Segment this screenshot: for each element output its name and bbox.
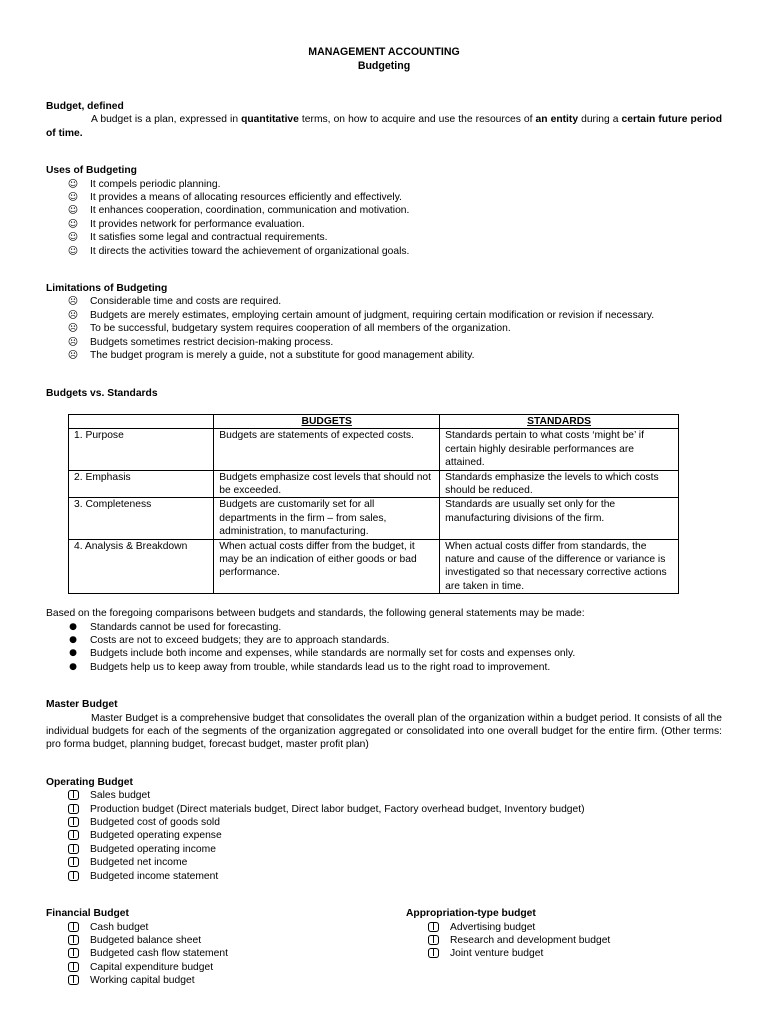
list-item (66, 803, 722, 816)
list-item-text: Joint venture budget (450, 948, 544, 960)
budgets-vs-standards-table (68, 414, 679, 594)
list-item-text: Standards cannot be used for forecasting. (90, 621, 282, 633)
list-item (66, 191, 722, 204)
book-icon (66, 974, 80, 987)
list-item (66, 322, 722, 335)
frown-icon: ☹ (67, 350, 79, 362)
list-item-text: Budgeted cost of goods sold (90, 817, 220, 829)
list-item-text: Research and development budget (450, 934, 611, 946)
dot-bullet-icon: ● (69, 661, 77, 672)
list-item (426, 947, 716, 960)
table-row (69, 498, 679, 539)
bold-text-run: an entity (535, 114, 579, 126)
financial-budget-column (46, 883, 406, 987)
list-item-text: Budgeted cash flow statement (90, 948, 228, 960)
table-cell-label: 3. Completeness (69, 498, 214, 539)
table-cell-budgets: Budgets are customarily set for all departments in the firm – from sales, administration, to manufacturing. (214, 498, 440, 539)
table-row (69, 539, 679, 594)
appropriation-budget-column (406, 883, 716, 987)
table-cell-standards: Standards are usually set only for the manufacturing divisions of the firm. (440, 498, 679, 539)
list-item-text: Budgets include both income and expenses, while standards are normally set for costs and expenses only. (90, 648, 576, 660)
list-item-text: Budgeted operating expense (90, 830, 222, 842)
list-item (66, 961, 406, 974)
list-item-text: The budget program is merely a guide, not a substitute for good management ability. (90, 350, 475, 362)
section-heading-uses: Uses of Budgeting (46, 165, 137, 177)
list-item-text: Advertising budget (450, 921, 536, 933)
text-run: during a (578, 114, 622, 126)
list-item-text: Budgets are merely estimates, employing certain amount of judgment, requiring certain modification or revision if necessary. (90, 309, 655, 321)
table-row (69, 470, 679, 498)
list-item (66, 336, 722, 349)
smiley-icon: ☺ (67, 178, 79, 190)
list-item-text: Budgeted balance sheet (90, 934, 202, 946)
book-icon (66, 856, 80, 869)
list-item (66, 647, 722, 660)
section-heading-appropriation-budget: Appropriation-type budget (406, 908, 536, 920)
table-cell-standards: Standards pertain to what costs ‘might be’ if certain highly desirable performances are attained. (440, 429, 679, 470)
section-heading-operating-budget: Operating Budget (46, 776, 133, 788)
list-item (66, 829, 722, 842)
list-item-text: Cash budget (90, 921, 149, 933)
list-item (66, 178, 722, 191)
table-cell-budgets: Budgets emphasize cost levels that should not be exceeded. (214, 470, 440, 498)
dot-bullet-icon: ● (69, 621, 77, 632)
smiley-icon: ☺ (67, 232, 79, 244)
section-heading-master-budget: Master Budget (46, 699, 118, 711)
section-heading-financial-budget: Financial Budget (46, 908, 129, 920)
list-item-text: Production budget (Direct materials budget, Direct labor budget, Factory overhead budget, Inventory budget) (90, 803, 585, 815)
book-icon (66, 789, 80, 802)
table-cell-label: 4. Analysis & Breakdown (69, 539, 214, 594)
list-item-text: It compels periodic planning. (90, 178, 221, 190)
list-item-text: It directs the activities toward the achievement of organizational goals. (90, 245, 410, 257)
budget-definition-paragraph (46, 113, 722, 140)
list-item-text: It enhances cooperation, coordination, communication and motivation. (90, 205, 410, 217)
uses-list (46, 178, 722, 258)
list-item-text: Costs are not to exceed budgets; they are to approach standards. (90, 635, 390, 646)
book-icon (66, 843, 80, 856)
book-icon (66, 816, 80, 829)
list-item-text: Budgets sometimes restrict decision-making process. (90, 336, 334, 348)
section-heading-limitations: Limitations of Budgeting (46, 283, 168, 295)
list-item (66, 309, 722, 322)
list-item (66, 204, 722, 217)
book-icon (426, 934, 440, 947)
book-icon (426, 947, 440, 960)
document-title: MANAGEMENT ACCOUNTING (308, 46, 460, 58)
table-header-budgets: BUDGETS (214, 414, 440, 428)
smiley-icon: ☺ (67, 205, 79, 217)
list-item-text: It satisfies some legal and contractual requirements. (90, 232, 328, 244)
appropriation-budget-list (406, 921, 716, 961)
book-icon (66, 921, 80, 934)
section-heading-budget-defined: Budget, defined (46, 101, 124, 112)
table-cell-label: 1. Purpose (69, 429, 214, 470)
list-item-text: Budgeted income statement (90, 870, 219, 882)
table-cell-standards: When actual costs differ from standards, the nature and cause of the difference or variance is investigated so that necessary corrective actions are taken in time. (440, 539, 679, 594)
limitations-list (46, 295, 722, 362)
frown-icon: ☹ (67, 336, 79, 348)
comparison-intro: Based on the foregoing comparisons between budgets and standards, the following general statements may be made: (46, 608, 585, 620)
list-item-text: Sales budget (90, 790, 151, 802)
frown-icon: ☹ (67, 296, 79, 308)
smiley-icon: ☺ (67, 218, 79, 230)
book-icon (426, 921, 440, 934)
table-cell-budgets: Budgets are statements of expected costs. (214, 429, 440, 470)
frown-icon: ☹ (67, 309, 79, 321)
table-row (69, 429, 679, 470)
list-item (66, 349, 722, 362)
document-subtitle: Budgeting (357, 60, 411, 72)
list-item (66, 245, 722, 258)
list-item-text: Budgeted net income (90, 857, 188, 869)
list-item (66, 634, 722, 647)
list-item-text: Considerable time and costs are required. (90, 296, 282, 308)
table-cell-standards: Standards emphasize the levels to which costs should be reduced. (440, 470, 679, 498)
list-item-text: Working capital budget (90, 975, 195, 987)
list-item (66, 870, 722, 883)
book-icon (66, 934, 80, 947)
list-item (66, 295, 722, 308)
list-item (66, 816, 722, 829)
section-heading-budgets-vs-standards: Budgets vs. Standards (46, 387, 158, 399)
list-item-text: Capital expenditure budget (90, 961, 214, 973)
dot-bullet-icon: ● (69, 648, 77, 659)
list-item (426, 921, 716, 934)
list-item-text: To be successful, budgetary system requires cooperation of all members of the organization. (90, 323, 511, 335)
general-statements-list (46, 621, 722, 675)
dot-bullet-icon: ● (69, 635, 77, 645)
operating-budget-list (46, 789, 722, 883)
budget-types-columns (46, 883, 722, 987)
list-item-text: Budgets help us to keep away from trouble, while standards lead us to the right road to improvement. (90, 661, 551, 673)
table-header-empty (69, 414, 214, 428)
table-header-row (69, 414, 679, 428)
table-cell-budgets: When actual costs differ from the budget, it may be an indication of either goods or bad performance. (214, 539, 440, 594)
bold-text-run: certain future period of time. (46, 114, 723, 139)
list-item (66, 974, 406, 987)
list-item (66, 856, 722, 869)
master-budget-paragraph: Master Budget is a comprehensive budget that consolidates the overall plan of the organization within a budget period. It consists of all the individual budgets for each of the segments of the organization aggregated or consolidated into one overall budget for the entire firm. (Other terms: pro forma budget, planning budget, forecast budget, master profit plan) (46, 712, 722, 751)
text-run: terms, on how to acquire and use the resources of (298, 114, 536, 126)
frown-icon: ☹ (67, 323, 79, 335)
list-item (66, 231, 722, 244)
financial-budget-list (46, 921, 406, 988)
book-icon (66, 947, 80, 960)
list-item (66, 789, 722, 802)
bold-text-run: quantitative (241, 114, 299, 126)
book-icon (66, 870, 80, 883)
book-icon (66, 961, 80, 974)
list-item-text: It provides a means of allocating resources efficiently and effectively. (90, 192, 402, 204)
list-item (66, 661, 722, 674)
book-icon (66, 803, 80, 816)
list-item-text: It provides network for performance evaluation. (90, 218, 305, 230)
list-item (66, 621, 722, 634)
list-item (426, 934, 716, 947)
list-item (66, 218, 722, 231)
smiley-icon: ☺ (67, 245, 79, 257)
list-item (66, 947, 406, 960)
smiley-icon: ☺ (67, 192, 79, 204)
table-header-standards: STANDARDS (440, 414, 679, 428)
list-item (66, 934, 406, 947)
book-icon (66, 829, 80, 842)
table-cell-label: 2. Emphasis (69, 470, 214, 498)
text-run: A budget is a plan, expressed in (91, 114, 242, 126)
list-item (66, 843, 722, 856)
list-item (66, 921, 406, 934)
list-item-text: Budgeted operating income (90, 843, 216, 855)
